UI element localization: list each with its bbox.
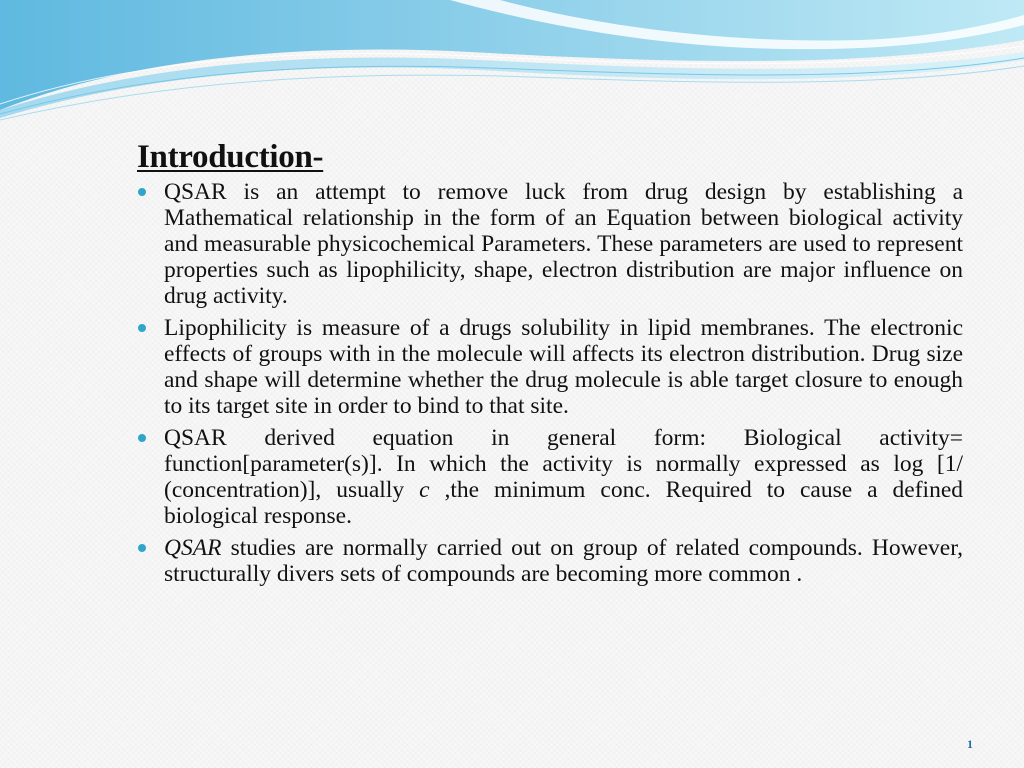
bullet-item — [137, 425, 963, 529]
bullet-item — [137, 179, 963, 309]
page-number: 1 — [967, 737, 973, 751]
bullet-dot-icon — [138, 434, 146, 442]
header-wave-decoration — [0, 0, 1024, 130]
bullet-item — [137, 535, 963, 587]
bullet-text-italic: c — [419, 477, 430, 503]
bullet-text-italic: QSAR — [164, 535, 222, 561]
content-area — [137, 138, 963, 593]
bullet-text — [164, 535, 963, 587]
slide-title: Introduction- — [137, 139, 324, 175]
bullet-text: Lipophilicity is measure of a drugs solubility in lipid membranes. The electronic effects of groups with in the molecule will affects its electron distribution. Drug size and shape will determine whether the drug molecule is able target closure to enough to its target site in order to bind to that site. — [164, 315, 963, 419]
bullet-item — [137, 315, 963, 419]
bullet-text: QSAR is an attempt to remove luck from drug design by establishing a Mathematical relationship in the form of an Equation between biological activity and measurable physicochemical Parameters. These parameters are used to represent properties such as lipophilicity, shape, electron distribution are major influence on drug activity. — [164, 179, 963, 309]
bullet-dot-icon — [138, 544, 146, 552]
bullet-list — [137, 179, 963, 587]
bullet-text-part: ,the minimum conc. Required to cause a defined biological response. — [164, 477, 964, 529]
bullet-text-part: studies are normally carried out on group of related compounds. However, structurally divers sets of compounds are becoming more common . — [164, 535, 963, 587]
bullet-text — [164, 425, 963, 529]
bullet-text-part: QSAR derived equation in general form: Biological activity= function[parameter(s)]. In which the activity is normally expressed as log [1/ (concentration)], usually — [164, 425, 963, 503]
bullet-dot-icon — [138, 324, 146, 332]
bullet-dot-icon — [138, 188, 146, 196]
